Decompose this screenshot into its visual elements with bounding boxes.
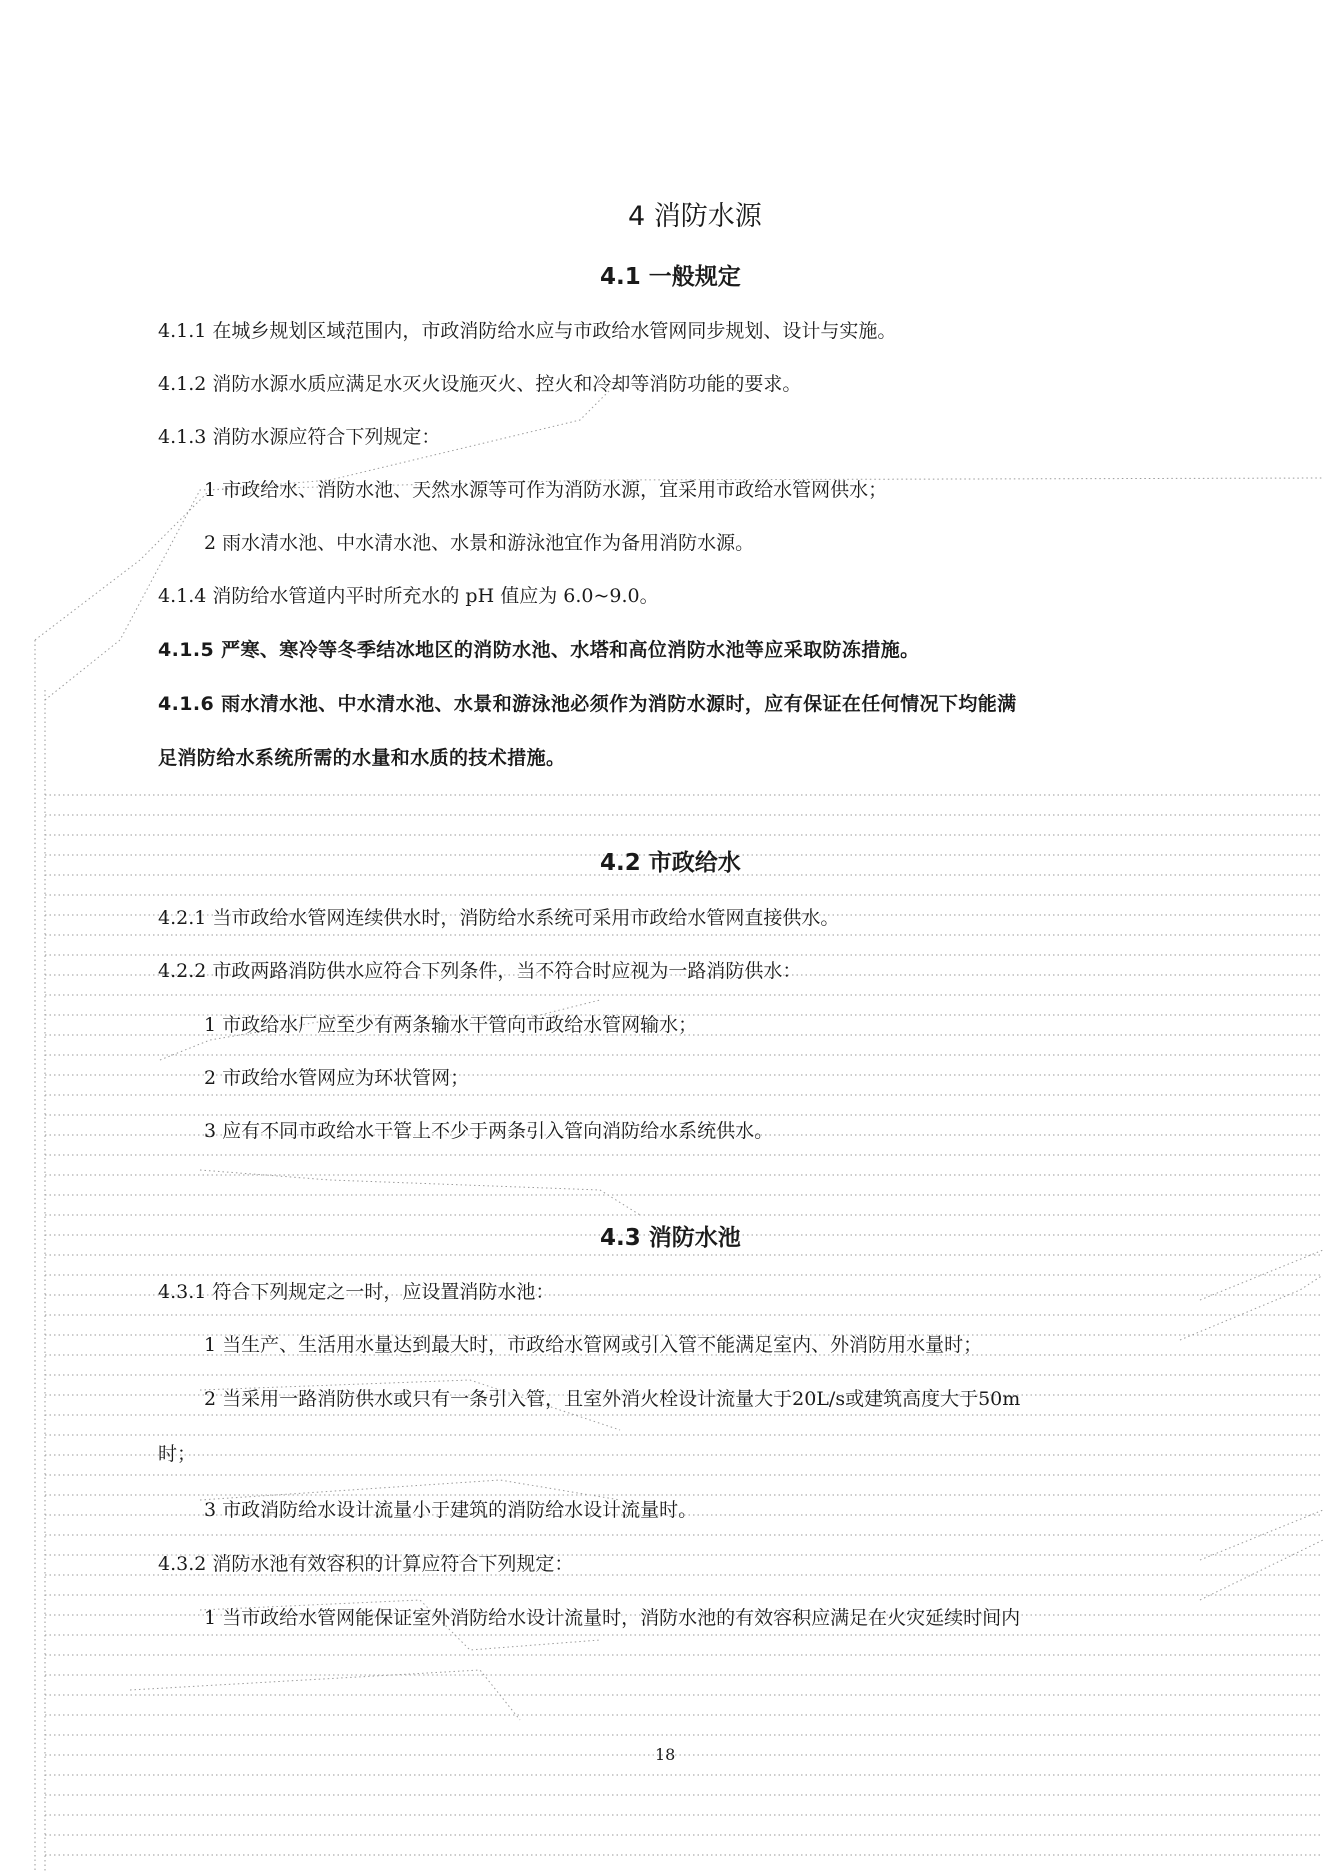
clause-4-1-6: 4.1.6 雨水清水池、中水清水池、水景和游泳池必须作为消防水源时，应有保证在任何情况下均能满 (158, 693, 1017, 715)
section-heading-4-1: 4.1 一般规定 (600, 264, 741, 290)
clause-4-1-3: 4.1.3 消防水源应符合下列规定： (158, 426, 441, 448)
clause-4-3-1: 4.3.1 符合下列规定之一时，应设置消防水池： (158, 1281, 555, 1303)
clause-4-2-2: 4.2.2 市政两路消防供水应符合下列条件，当不符合时应视为一路消防供水： (158, 960, 802, 982)
clause-4-1-3-item-2: 2 雨水清水池、中水清水池、水景和游泳池宜作为备用消防水源。 (204, 532, 755, 554)
section-heading-4-3: 4.3 消防水池 (600, 1225, 741, 1251)
section-heading-4-2: 4.2 市政给水 (600, 850, 741, 876)
clause-4-3-2: 4.3.2 消防水池有效容积的计算应符合下列规定： (158, 1553, 574, 1575)
clause-4-3-1-item-3: 3 市政消防给水设计流量小于建筑的消防给水设计流量时。 (204, 1499, 698, 1521)
guide-line (1200, 1540, 1323, 1600)
clause-4-2-1: 4.2.1 当市政给水管网连续供水时，消防给水系统可采用市政给水管网直接供水。 (158, 907, 840, 929)
clause-4-2-2-item-3: 3 应有不同市政给水干管上不少于两条引入管向消防给水系统供水。 (204, 1120, 774, 1142)
guide-line (1180, 1275, 1323, 1340)
clause-4-3-1-item-2: 2 当采用一路消防供水或只有一条引入管，且室外消火栓设计流量大于20L/s或建筑高度大于50m (204, 1388, 1021, 1410)
clause-4-3-2-item-1: 1 当市政给水管网能保证室外消防给水设计流量时，消防水池的有效容积应满足在火灾延续时间内 (204, 1607, 1021, 1629)
clause-4-3-1-item-2-continued: 时； (158, 1443, 197, 1465)
guide-line (200, 1170, 640, 1215)
clause-4-1-5: 4.1.5 严寒、寒冷等冬季结冰地区的消防水池、水塔和高位消防水池等应采取防冻措施。 (158, 639, 920, 661)
clause-4-1-2: 4.1.2 消防水源水质应满足水灭火设施灭火、控火和冷却等消防功能的要求。 (158, 373, 802, 395)
clause-4-1-3-item-1: 1 市政给水、消防水池、天然水源等可作为消防水源，宜采用市政给水管网供水； (204, 479, 888, 501)
clause-4-2-2-item-1: 1 市政给水厂应至少有两条输水干管向市政给水管网输水； (204, 1014, 698, 1036)
clause-4-2-2-item-2: 2 市政给水管网应为环状管网； (204, 1067, 470, 1089)
page-number: 18 (655, 1745, 676, 1764)
clause-4-1-4: 4.1.4 消防给水管道内平时所充水的 pH 值应为 6.0~9.0。 (158, 585, 659, 607)
chapter-title: 4 消防水源 (628, 201, 762, 232)
clause-4-3-1-item-1: 1 当生产、生活用水量达到最大时，市政给水管网或引入管不能满足室内、外消防用水量时； (204, 1334, 983, 1356)
clause-4-1-6-continued: 足消防给水系统所需的水量和水质的技术措施。 (158, 747, 566, 769)
clause-4-1-1: 4.1.1 在城乡规划区域范围内，市政消防给水应与市政给水管网同步规划、设计与实施。 (158, 320, 897, 342)
